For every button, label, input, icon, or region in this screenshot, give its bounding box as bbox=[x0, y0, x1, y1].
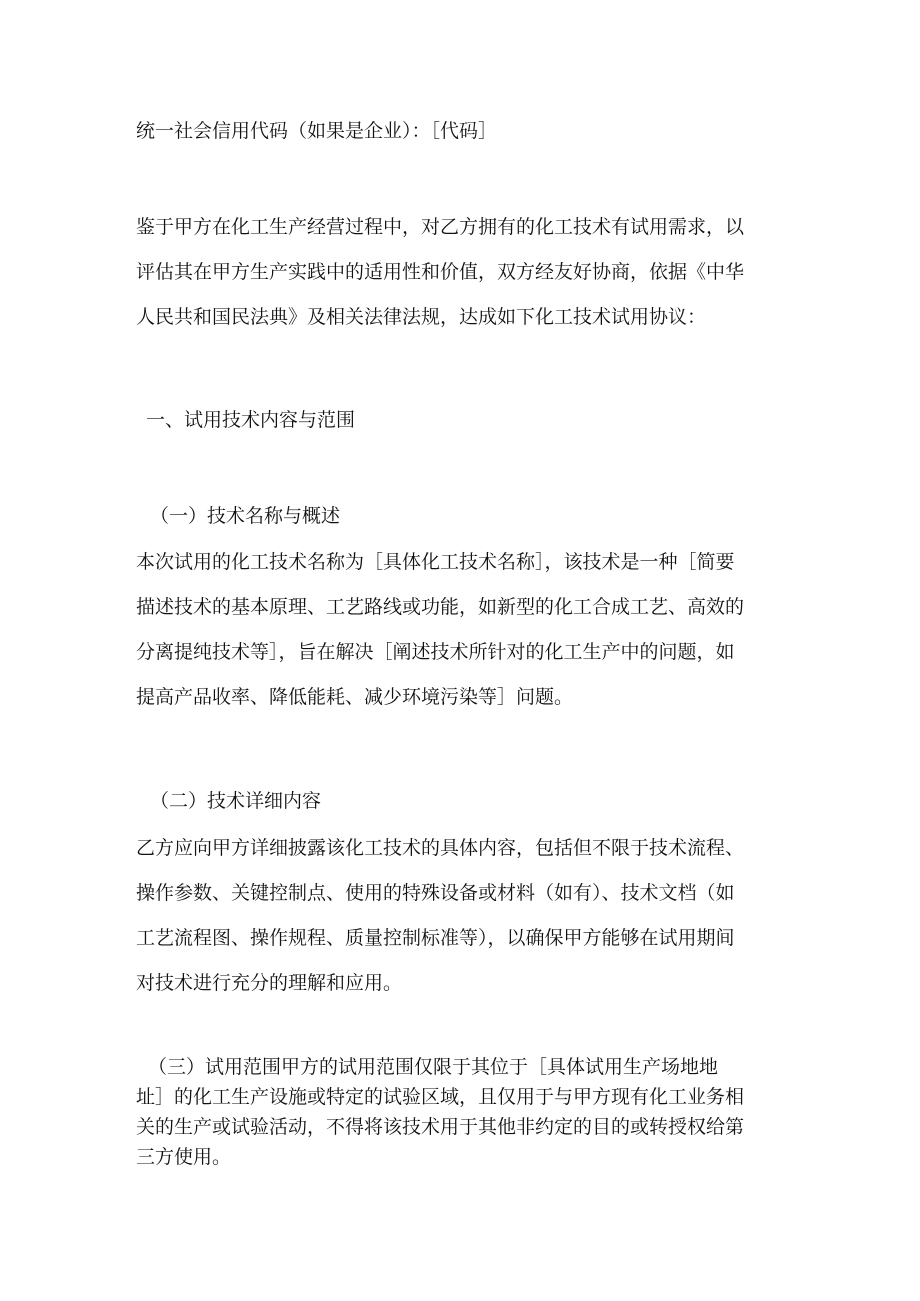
sub1-line-3: 分离提纯技术等］，旨在解决［阐述技术所针对的化工生产中的问题，如 bbox=[136, 641, 735, 663]
sub3-line-4: 三方使用。 bbox=[136, 1146, 232, 1168]
subsection-3-body bbox=[136, 1052, 786, 1172]
credit-code-text: 统一社会信用代码（如果是企业）：［代码］ bbox=[136, 120, 498, 142]
preamble-paragraph bbox=[136, 205, 786, 340]
section-1-heading: 一、试用技术内容与范围 bbox=[146, 409, 356, 431]
preamble-line-2: 评估其在甲方生产实践中的适用性和价值，双方经友好协商，依据《中华 bbox=[136, 261, 745, 283]
sub1-line-2: 描述技术的基本原理、工艺路线或功能，如新型的化工合成工艺、高效的 bbox=[136, 596, 745, 618]
sub1-line-4: 提高产品收率、降低能耗、减少环境污染等］问题。 bbox=[136, 686, 574, 708]
credit-code-line bbox=[136, 109, 786, 154]
subsection-2-heading: （二）技术详细内容 bbox=[150, 790, 322, 812]
subsection-1-heading: （一）技术名称与概述 bbox=[150, 505, 341, 527]
sub2-line-3: 工艺流程图、操作规程、质量控制标准等），以确保甲方能够在试用期间 bbox=[136, 927, 735, 949]
sub2-line-1: 乙方应向甲方详细披露该化工技术的具体内容，包括但不限于技术流程、 bbox=[136, 837, 745, 859]
sub1-line-1: 本次试用的化工技术名称为［具体化工技术名称］，该技术是一种［简要 bbox=[136, 551, 735, 573]
subsection-2-body bbox=[136, 826, 786, 1006]
preamble-line-3: 人民共和国民法典》及相关法律法规，达成如下化工技术试用协议： bbox=[136, 306, 707, 328]
sub2-line-2: 操作参数、关键控制点、使用的特殊设备或材料（如有）、技术文档（如 bbox=[136, 882, 735, 904]
preamble-line-1: 鉴于甲方在化工生产经营过程中，对乙方拥有的化工技术有试用需求，以 bbox=[136, 216, 745, 238]
subsection-1-body bbox=[136, 540, 786, 720]
sub3-line-2: 址］的化工生产设施或特定的试验区域，且仅用于与甲方现有化工业务相 bbox=[136, 1086, 745, 1108]
sub2-line-4: 对技术进行充分的理解和应用。 bbox=[136, 972, 403, 994]
sub3-line-1: （三）试用范围甲方的试用范围仅限于其位于［具体试用生产场地地 bbox=[148, 1056, 719, 1078]
sub3-line-3: 关的生产或试验活动，不得将该技术用于其他非约定的目的或转授权给第 bbox=[136, 1116, 745, 1138]
